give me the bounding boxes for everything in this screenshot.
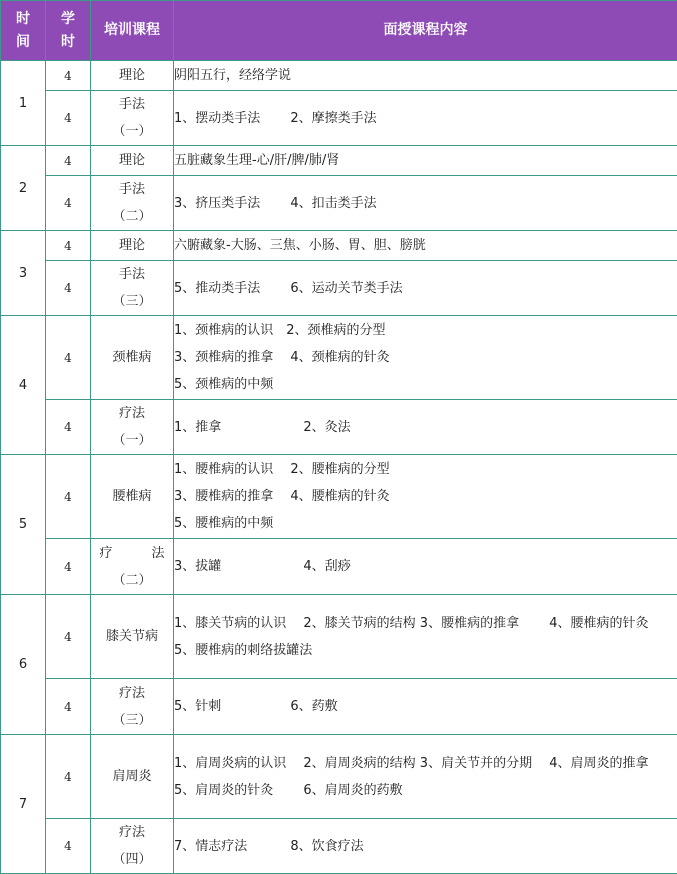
hours-cell: 4 — [46, 539, 91, 595]
course-cell — [91, 595, 174, 679]
table-row — [1, 819, 677, 874]
content-cell — [174, 176, 677, 231]
content-cell — [174, 146, 677, 176]
course-line: 颈椎病 — [91, 344, 173, 371]
course-line: 疗法 — [91, 680, 173, 707]
content-cell — [174, 679, 677, 735]
table-row — [1, 679, 677, 735]
content-cell — [174, 819, 677, 874]
course-line: （二） — [91, 203, 173, 230]
table-row — [1, 400, 677, 455]
course-line: （二） — [91, 567, 173, 594]
day-cell: 3 — [1, 231, 46, 316]
table-row — [1, 231, 677, 261]
course-line: 理论 — [91, 62, 173, 89]
table-row — [1, 91, 677, 146]
course-cell — [91, 61, 174, 91]
header-content: 面授课程内容 — [174, 1, 677, 61]
header-day — [1, 1, 46, 61]
course-cell — [91, 679, 174, 735]
schedule-body — [1, 61, 677, 874]
day-cell: 5 — [1, 455, 46, 595]
content-cell — [174, 316, 677, 400]
content-cell — [174, 455, 677, 539]
header-course: 培训课程 — [91, 1, 174, 61]
course-line: 膝关节病 — [91, 623, 173, 650]
course-line: 手法 — [91, 261, 173, 288]
hours-cell: 4 — [46, 91, 91, 146]
table-row — [1, 176, 677, 231]
content-line: 1、推拿 2、灸法 — [174, 414, 677, 441]
table-row — [1, 539, 677, 595]
table-row — [1, 595, 677, 679]
hours-cell: 4 — [46, 146, 91, 176]
content-line: 5、腰椎病的中频 — [174, 510, 677, 537]
hours-cell: 4 — [46, 455, 91, 539]
course-line: （四） — [91, 846, 173, 873]
content-cell — [174, 400, 677, 455]
content-cell — [174, 595, 677, 679]
table-row — [1, 455, 677, 539]
hours-cell: 4 — [46, 316, 91, 400]
day-cell: 1 — [1, 61, 46, 146]
course-line: （三） — [91, 707, 173, 734]
hours-cell: 4 — [46, 595, 91, 679]
hours-cell: 4 — [46, 735, 91, 819]
content-line: 5、腰椎病的刺络拔罐法 — [174, 637, 677, 664]
day-cell: 4 — [1, 316, 46, 455]
course-cell — [91, 91, 174, 146]
course-line: 疗法 — [91, 819, 173, 846]
course-line: （三） — [91, 288, 173, 315]
content-line: 3、颈椎病的推拿 4、颈椎病的针灸 — [174, 344, 677, 371]
header-row — [1, 1, 677, 61]
content-line: 1、摆动类手法 2、摩擦类手法 — [174, 105, 677, 132]
course-line: 肩周炎 — [91, 763, 173, 790]
course-line: 手法 — [91, 91, 173, 118]
content-cell — [174, 735, 677, 819]
hours-cell: 4 — [46, 176, 91, 231]
course-cell — [91, 231, 174, 261]
table-row — [1, 735, 677, 819]
header-hours — [46, 1, 91, 61]
course-cell — [91, 261, 174, 316]
content-cell — [174, 231, 677, 261]
course-cell — [91, 819, 174, 874]
content-line: 5、颈椎病的中频 — [174, 371, 677, 398]
content-line: 1、腰椎病的认识 2、腰椎病的分型 — [174, 456, 677, 483]
course-line: 手法 — [91, 176, 173, 203]
table-row — [1, 316, 677, 400]
hours-cell: 4 — [46, 679, 91, 735]
hours-cell: 4 — [46, 231, 91, 261]
day-cell: 7 — [1, 735, 46, 874]
course-line: 理论 — [91, 232, 173, 259]
hours-cell: 4 — [46, 61, 91, 91]
header-day-text: 时间 — [15, 8, 31, 53]
content-cell — [174, 61, 677, 91]
content-line: 5、推动类手法 6、运动关节类手法 — [174, 275, 677, 302]
day-cell: 2 — [1, 146, 46, 231]
content-line: 5、肩周炎的针灸 6、肩周炎的药敷 — [174, 777, 677, 804]
hours-cell: 4 — [46, 819, 91, 874]
course-cell — [91, 176, 174, 231]
content-line: 1、膝关节病的认识 2、膝关节病的结构 3、腰椎病的推拿 4、腰椎病的针灸 — [174, 610, 677, 637]
course-line: 腰椎病 — [91, 483, 173, 510]
content-line: 六腑藏象-大肠、三焦、小肠、胃、胆、膀胱 — [174, 232, 677, 259]
content-cell — [174, 91, 677, 146]
hours-cell: 4 — [46, 261, 91, 316]
table-row — [1, 61, 677, 91]
hours-cell: 4 — [46, 400, 91, 455]
content-line: 7、情志疗法 8、饮食疗法 — [174, 833, 677, 860]
course-line: 疗 法 — [91, 540, 173, 567]
course-cell — [91, 455, 174, 539]
content-cell — [174, 539, 677, 595]
content-line: 1、颈椎病的认识 2、颈椎病的分型 — [174, 317, 677, 344]
content-line: 3、腰椎病的推拿 4、腰椎病的针灸 — [174, 483, 677, 510]
course-cell — [91, 539, 174, 595]
course-line: 理论 — [91, 147, 173, 174]
course-line: （一） — [91, 118, 173, 145]
content-line: 1、肩周炎病的认识 2、肩周炎病的结构 3、肩关节并的分期 4、肩周炎的推拿 — [174, 750, 677, 777]
table-row — [1, 146, 677, 176]
table-row — [1, 261, 677, 316]
course-cell — [91, 316, 174, 400]
content-line: 五脏藏象生理-心/肝/脾/肺/肾 — [174, 147, 677, 174]
content-cell — [174, 261, 677, 316]
content-line: 阴阳五行，经络学说 — [174, 62, 677, 89]
course-line: 疗法 — [91, 400, 173, 427]
course-line: （一） — [91, 427, 173, 454]
content-line: 5、针刺 6、药敷 — [174, 693, 677, 720]
content-line: 3、挤压类手法 4、扣击类手法 — [174, 190, 677, 217]
content-line: 3、拔罐 4、刮痧 — [174, 553, 677, 580]
course-cell — [91, 146, 174, 176]
header-hours-text: 学时 — [60, 8, 76, 53]
course-cell — [91, 735, 174, 819]
course-cell — [91, 400, 174, 455]
day-cell: 6 — [1, 595, 46, 735]
